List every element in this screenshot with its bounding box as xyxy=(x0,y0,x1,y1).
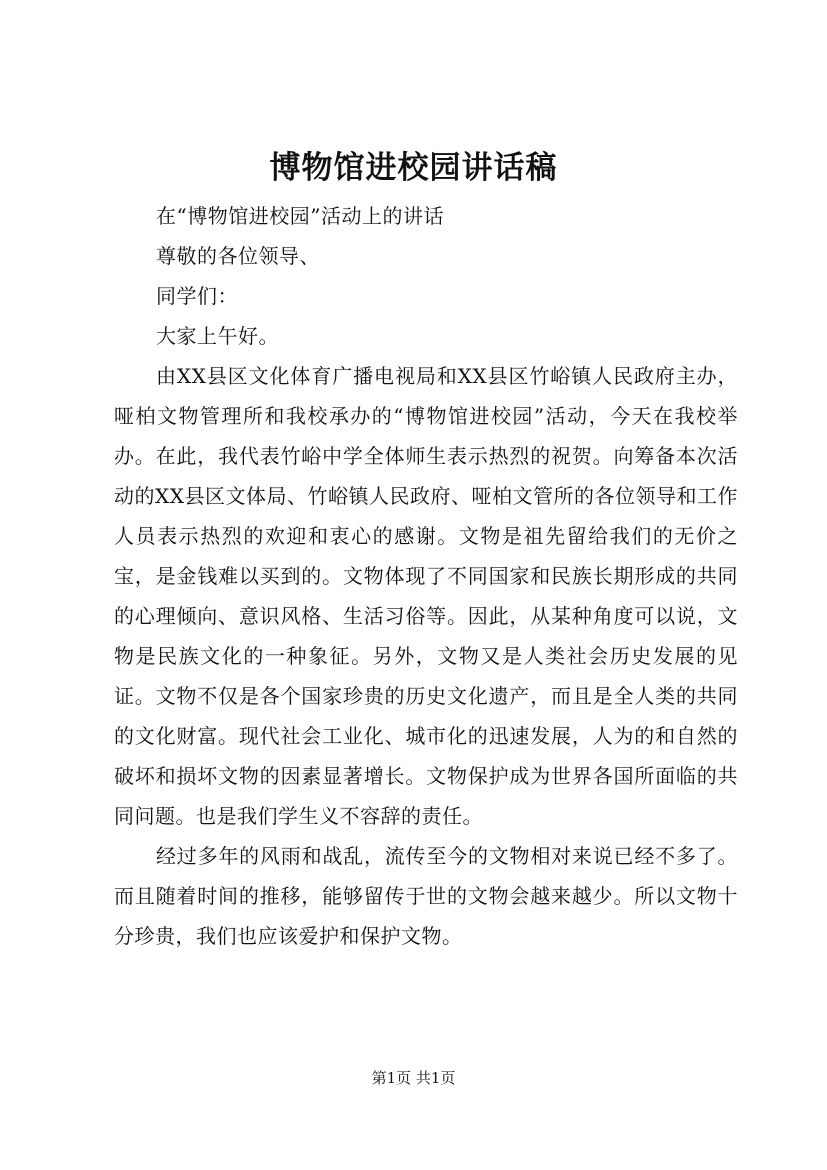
body-paragraph: 由XX县区文化体育广播电视局和XX县区竹峪镇人民政府主办，哑柏文物管理所和我校承办的“博物馆进校园”活动，今天在我校举办。在此，我代表竹峪中学全体师生表示热烈的祝贺。向筹备本次活动的XX县区文体局、竹峪镇人民政府、哑柏文管所的各位领导和工作人员表示热烈的欢迎和衷心的感谢。文物是祖先留给我们的无价之宝，是金钱难以买到的。文物体现了不同国家和民族长期形成的共同的心理倾向、意识风格、生活习俗等。因此，从某种角度可以说，文物是民族文化的一种象征。另外，文物又是人类社会历史发展的见证。文物不仅是各个国家珍贵的历史文化遗产，而且是全人类的共同的文化财富。现代社会工业化、城市化的迅速发展，人为的和自然的破坏和损坏文物的因素显著增长。文物保护成为世界各国所面临的共同问题。也是我们学生义不容辞的责任。 xyxy=(114,364,738,828)
speech-heading: 在“博物馆进校园”活动上的讲话 xyxy=(156,204,444,228)
body-paragraph: 经过多年的风雨和战乱，流传至今的文物相对来说已经不多了。而且随着时间的推移，能够留传于世的文物会越来越少。所以文物十分珍贵，我们也应该爱护和保护文物。 xyxy=(114,844,738,948)
document-title: 博物馆进校园讲话稿 xyxy=(269,150,558,186)
salutation-leaders: 尊敬的各位领导、 xyxy=(156,244,320,268)
greeting: 大家上午好。 xyxy=(156,324,279,348)
page-number: 第1页 共1页 xyxy=(371,1069,456,1087)
salutation-students: 同学们： xyxy=(156,284,238,308)
document-body xyxy=(114,196,738,956)
